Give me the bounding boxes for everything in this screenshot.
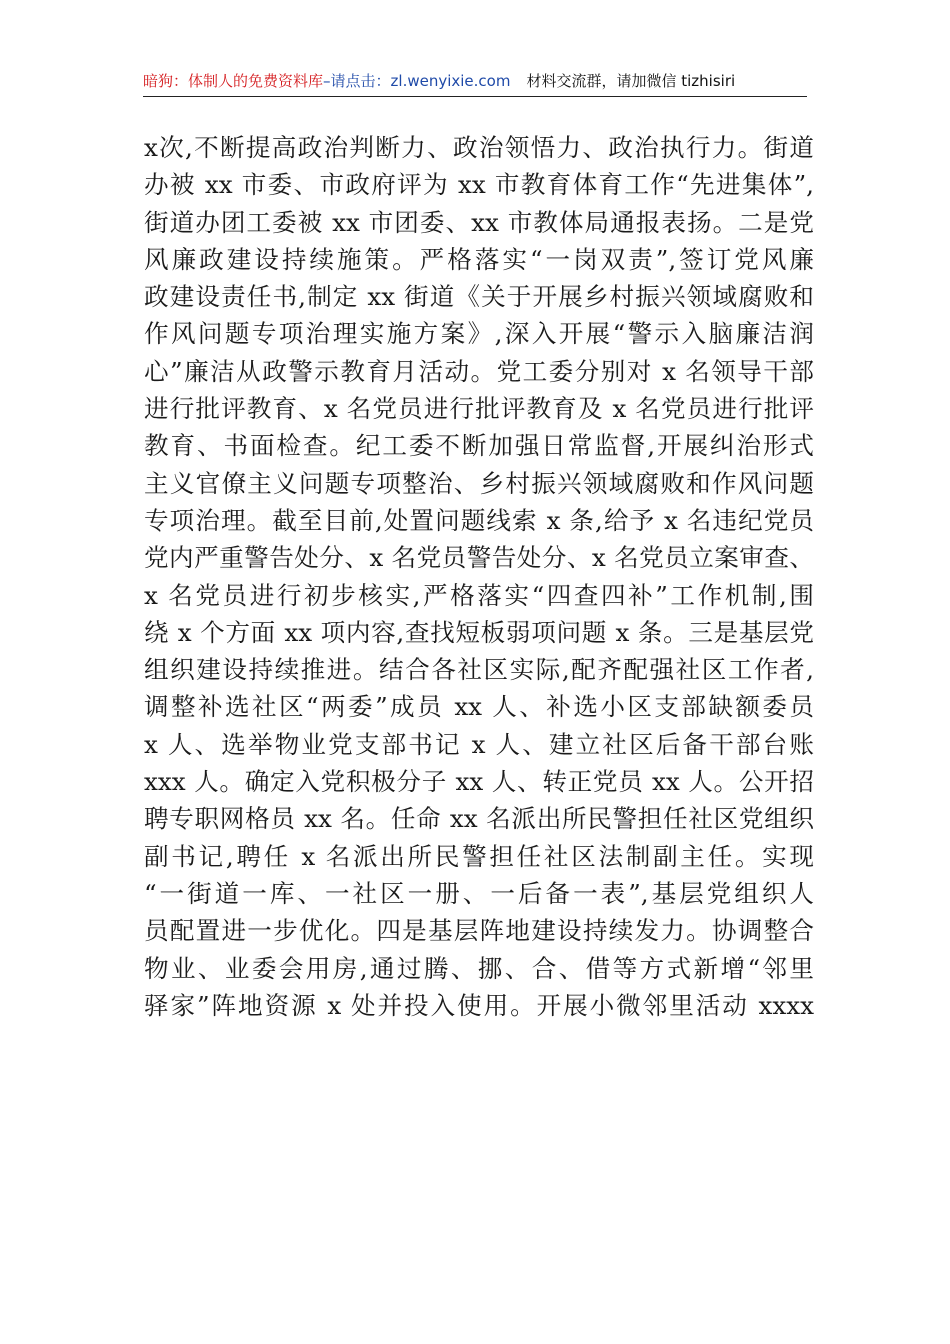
page-header (143, 66, 807, 97)
text-line: 办被 xx 市委、市政府评为 xx 市教育体育工作“先进集体”, (144, 170, 814, 200)
text-line: 风廉政建设持续施策。严格落实“一岗双责”,签订党风廉 (144, 244, 814, 274)
site-link[interactable]: zl.wenyixie.com (390, 72, 511, 90)
text-line: 主义官僚主义问题专项整治、乡村振兴领域腐败和作风问题 (144, 468, 814, 498)
text-line: x 人、选举物业党支部书记 x 人、建立社区后备干部台账 (144, 729, 814, 759)
text-line: 调整补选社区“两委”成员 xx 人、补选小区支部缺额委员 (144, 692, 814, 722)
text-line: 作风问题专项治理实施方案》,深入开展“警示入脑廉洁润 (144, 319, 814, 349)
text-line: 街道办团工委被 xx 市团委、xx 市教体局通报表扬。二是党 (144, 207, 814, 237)
text-line: 副书记,聘任 x 名派出所民警担任社区法制副主任。实现 (144, 841, 814, 871)
text-line: 党内严重警告处分、x 名党员警告处分、x 名党员立案审查、 (144, 543, 814, 573)
document-body (144, 129, 814, 1024)
text-line: 物业、业委会用房,通过腾、挪、合、借等方式新增“邻里 (144, 953, 814, 983)
click-prompt: –请点击： (323, 72, 391, 90)
text-line: “一街道一库、一社区一册、一后备一表”,基层党组织人 (144, 878, 814, 908)
text-line: 专项治理。截至目前,处置问题线索 x 条,给予 x 名违纪党员 (144, 505, 814, 535)
text-line: 聘专职网格员 xx 名。任命 xx 名派出所民警担任社区党组织 (144, 804, 814, 834)
text-line: 组织建设持续推进。结合各社区实际,配齐配强社区工作者, (144, 655, 814, 685)
text-line: x次,不断提高政治判断力、政治领悟力、政治执行力。街道 (144, 133, 814, 162)
text-line: 政建设责任书,制定 xx 街道《关于开展乡村振兴领域腐败和 (144, 282, 814, 312)
text-line: 进行批评教育、x 名党员进行批评教育及 x 名党员进行批评 (144, 394, 814, 424)
text-line: 教育、书面检查。纪工委不断加强日常监督,开展纠治形式 (144, 431, 814, 461)
wechat-note: 材料交流群，请加微信 tizhisiri (526, 72, 736, 90)
text-line: 绕 x 个方面 xx 项内容,查找短板弱项问题 x 条。三是基层党 (144, 617, 814, 647)
text-line: 心”廉洁从政警示教育月活动。党工委分别对 x 名领导干部 (144, 356, 814, 386)
text-line: xxx 人。确定入党积极分子 xx 人、转正党员 xx 人。公开招 (144, 767, 814, 797)
text-line: 员配置进一步优化。四是基层阵地建设持续发力。协调整合 (144, 916, 814, 946)
text-line: 驿家”阵地资源 x 处并投入使用。开展小微邻里活动 xxxx (144, 990, 814, 1020)
text-line: x 名党员进行初步核实,严格落实“四查四补”工作机制,围 (144, 580, 814, 610)
site-name: 暗狗：体制人的免费资料库 (143, 72, 324, 90)
